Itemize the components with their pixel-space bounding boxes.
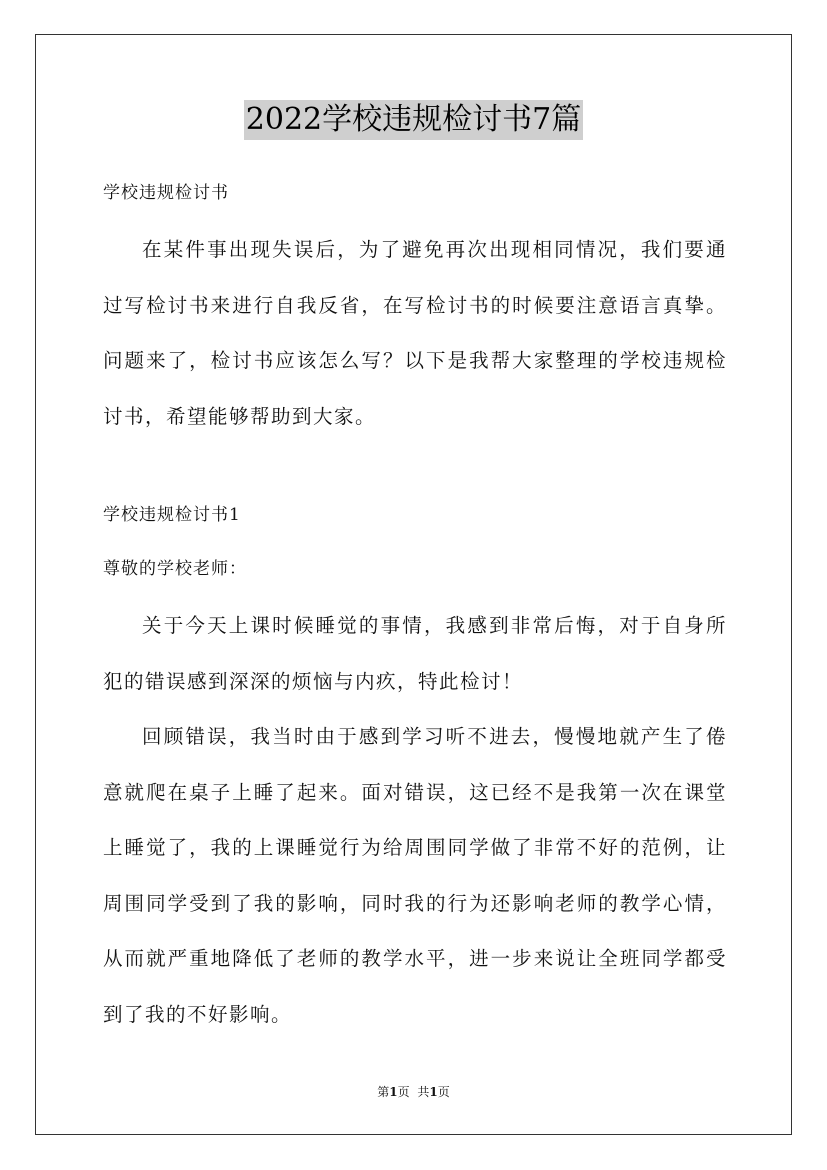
- page-number: 1: [389, 1085, 398, 1099]
- body-paragraph-2: 回顾错误，我当时由于感到学习听不进去，慢慢地就产生了倦意就爬在桌子上睡了起来。面对错误，这已经不是我第一次在课堂上睡觉了，我的上课睡觉行为给周围同学做了非常不好的范例，让周围同学受到了我的影响，同时我的行为还影响老师的教学心情，从而就严重地降低了老师的教学水平，进一步来说让全班同学都受到了我的不好影响。: [103, 725, 727, 1026]
- section-heading: 学校违规检讨书1: [103, 505, 241, 525]
- total-pages: 1: [429, 1085, 438, 1099]
- intro-heading: 学校违规检讨书: [103, 183, 229, 203]
- section-gap: [103, 444, 727, 496]
- salutation: 尊敬的学校老师：: [103, 559, 247, 579]
- intro-paragraph: 在某件事出现失误后，为了避免再次出现相同情况，我们要通过写检讨书来进行自我反省，在写检讨书的时候要注意语言真挚。问题来了，检讨书应该怎么写？以下是我帮大家整理的学校违规检讨书，希望能够帮助到大家。: [103, 238, 727, 428]
- total-label-prefix: 共: [417, 1085, 430, 1099]
- page-label-suffix: 页: [397, 1085, 410, 1099]
- total-label-suffix: 页: [437, 1085, 450, 1099]
- title-container: [0, 100, 827, 140]
- document-body: [103, 170, 727, 1042]
- page-label-prefix: 第: [377, 1085, 390, 1099]
- body-paragraph-1: 关于今天上课时候睡觉的事情，我感到非常后悔，对于自身所犯的错误感到深深的烦恼与内疚，特此检讨！: [103, 614, 727, 693]
- page-footer: [0, 1084, 827, 1100]
- document-title: 2022学校违规检讨书7篇: [244, 100, 583, 140]
